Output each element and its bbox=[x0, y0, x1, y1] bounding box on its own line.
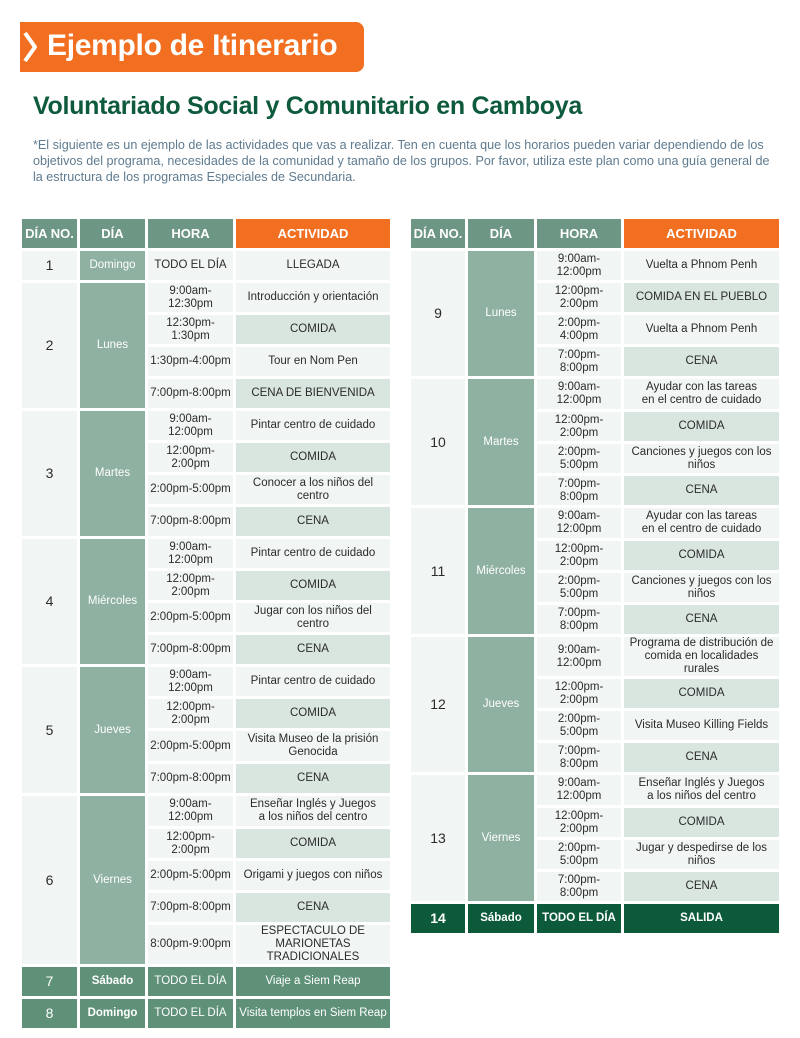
table-row bbox=[22, 315, 390, 344]
actividad-cell: Tour en Nom Pen bbox=[236, 347, 390, 376]
hora-cell: 2:00pm-5:00pm bbox=[537, 444, 621, 473]
hora-cell: 12:30pm-1:30pm bbox=[148, 315, 233, 344]
table-row bbox=[411, 872, 779, 901]
actividad-cell: Viaje a Siem Reap bbox=[236, 967, 390, 996]
actividad-cell: Canciones y juegos con los niños bbox=[624, 573, 779, 602]
day-name-cell: Lunes bbox=[468, 251, 534, 376]
actividad-cell: CENA bbox=[236, 764, 390, 793]
hora-cell: 9:00am-12:00pm bbox=[537, 379, 621, 409]
day-number-cell: 2 bbox=[22, 283, 77, 408]
table-row bbox=[411, 808, 779, 837]
hora-cell: 7:00pm-8:00pm bbox=[537, 872, 621, 901]
day-name-cell: Miércoles bbox=[80, 539, 145, 664]
day-name-cell: Viernes bbox=[468, 775, 534, 901]
actividad-cell: COMIDA bbox=[624, 412, 779, 441]
page-title: Voluntariado Social y Comunitario en Camboya bbox=[33, 92, 582, 120]
table-row bbox=[22, 667, 390, 696]
hora-cell: 2:00pm-5:00pm bbox=[537, 573, 621, 602]
actividad-cell: Programa de distribución de comida en localidades rurales bbox=[624, 637, 779, 676]
hora-cell: 2:00pm-5:00pm bbox=[148, 475, 233, 504]
table-row bbox=[411, 508, 779, 538]
chevron-right-icon bbox=[22, 31, 38, 63]
actividad-cell: Origami y juegos con niños bbox=[236, 861, 390, 890]
hora-cell: 9:00am-12:00pm bbox=[537, 251, 621, 280]
table-row bbox=[22, 699, 390, 728]
hora-cell: 12:00pm-2:00pm bbox=[537, 679, 621, 708]
actividad-cell: CENA bbox=[236, 635, 390, 664]
table-row bbox=[411, 379, 779, 409]
table-row bbox=[22, 796, 390, 826]
actividad-cell: Vuelta a Phnom Penh bbox=[624, 315, 779, 344]
day-name-cell: Viernes bbox=[80, 796, 145, 964]
hora-cell: 12:00pm-2:00pm bbox=[537, 412, 621, 441]
hora-cell: TODO EL DÍA bbox=[148, 967, 233, 996]
actividad-cell: ESPECTACULO DE MARIONETAS TRADICIONALES bbox=[236, 925, 390, 964]
day-number-cell: 7 bbox=[22, 967, 77, 996]
hora-cell: 12:00pm-2:00pm bbox=[148, 699, 233, 728]
itinerary-table-right bbox=[408, 216, 782, 936]
hora-cell: 2:00pm-4:00pm bbox=[537, 315, 621, 344]
hora-cell: TODO EL DÍA bbox=[148, 251, 233, 280]
table-row bbox=[22, 475, 390, 504]
actividad-cell: Visita Museo de la prisión Genocida bbox=[236, 731, 390, 761]
hora-cell: 8:00pm-9:00pm bbox=[148, 925, 233, 964]
actividad-cell: Vuelta a Phnom Penh bbox=[624, 251, 779, 280]
table-row bbox=[411, 412, 779, 441]
table-row bbox=[22, 999, 390, 1028]
day-name-cell: Miércoles bbox=[468, 508, 534, 634]
col-header-dia-no: DÍA NO. bbox=[22, 219, 77, 248]
actividad-cell: CENA DE BIENVENIDA bbox=[236, 379, 390, 408]
day-number-cell: 8 bbox=[22, 999, 77, 1028]
banner-title: Ejemplo de Itinerario bbox=[47, 29, 338, 62]
actividad-cell: CENA bbox=[236, 507, 390, 536]
actividad-cell: Visita templos en Siem Reap bbox=[236, 999, 390, 1028]
table-row bbox=[411, 476, 779, 505]
hora-cell: 12:00pm-2:00pm bbox=[148, 829, 233, 858]
hora-cell: 2:00pm-5:00pm bbox=[148, 731, 233, 761]
col-header-dia: DÍA bbox=[80, 219, 145, 248]
actividad-cell: CENA bbox=[624, 872, 779, 901]
day-name-cell: Sábado bbox=[468, 904, 534, 933]
col-header-actividad: ACTIVIDAD bbox=[624, 219, 779, 248]
actividad-cell: Enseñar Inglés y Juegos a los niños del centro bbox=[624, 775, 779, 805]
hora-cell: 9:00am-12:30pm bbox=[148, 283, 233, 312]
day-number-cell: 1 bbox=[22, 251, 77, 280]
day-number-cell: 5 bbox=[22, 667, 77, 793]
actividad-cell: Introducción y orientación bbox=[236, 283, 390, 312]
actividad-cell: COMIDA bbox=[236, 443, 390, 472]
day-number-cell: 14 bbox=[411, 904, 465, 933]
day-name-cell: Martes bbox=[468, 379, 534, 505]
table-row bbox=[22, 764, 390, 793]
table-row bbox=[411, 840, 779, 869]
actividad-cell: Visita Museo Killing Fields bbox=[624, 711, 779, 740]
table-row bbox=[411, 904, 779, 933]
table-row bbox=[411, 573, 779, 602]
table-row bbox=[22, 411, 390, 440]
actividad-cell: Pintar centro de cuidado bbox=[236, 411, 390, 440]
day-number-cell: 11 bbox=[411, 508, 465, 634]
day-name-cell: Domingo bbox=[80, 251, 145, 280]
table-row bbox=[411, 743, 779, 772]
hora-cell: 12:00pm-2:00pm bbox=[148, 571, 233, 600]
table-row bbox=[22, 539, 390, 568]
day-number-cell: 12 bbox=[411, 637, 465, 772]
day-number-cell: 6 bbox=[22, 796, 77, 964]
hora-cell: 12:00pm-2:00pm bbox=[148, 443, 233, 472]
hora-cell: 12:00pm-2:00pm bbox=[537, 283, 621, 312]
col-header-hora: HORA bbox=[537, 219, 621, 248]
table-row bbox=[22, 347, 390, 376]
hora-cell: 9:00am-12:00pm bbox=[148, 411, 233, 440]
table-row bbox=[411, 711, 779, 740]
actividad-cell: COMIDA EN EL PUEBLO bbox=[624, 283, 779, 312]
actividad-cell: Pintar centro de cuidado bbox=[236, 539, 390, 568]
actividad-cell: CENA bbox=[624, 743, 779, 772]
actividad-cell: COMIDA bbox=[624, 808, 779, 837]
hora-cell: 7:00pm-8:00pm bbox=[537, 605, 621, 634]
table-row bbox=[411, 347, 779, 376]
actividad-cell: Pintar centro de cuidado bbox=[236, 667, 390, 696]
table-row bbox=[22, 507, 390, 536]
hora-cell: 2:00pm-5:00pm bbox=[148, 603, 233, 632]
day-number-cell: 9 bbox=[411, 251, 465, 376]
table-row bbox=[411, 775, 779, 805]
actividad-cell: Jugar con los niños del centro bbox=[236, 603, 390, 632]
table-row bbox=[22, 603, 390, 632]
hora-cell: 7:00pm-8:00pm bbox=[148, 635, 233, 664]
table-row bbox=[22, 829, 390, 858]
actividad-cell: CENA bbox=[624, 476, 779, 505]
hora-cell: 7:00pm-8:00pm bbox=[537, 347, 621, 376]
hora-cell: 9:00am-12:00pm bbox=[537, 637, 621, 676]
table-row bbox=[411, 637, 779, 676]
table-row bbox=[411, 444, 779, 473]
actividad-cell: SALIDA bbox=[624, 904, 779, 933]
intro-paragraph: *El siguiente es un ejemplo de las actividades que vas a realizar. Ten en cuenta que los horarios pueden variar dependiendo de los objetivos del programa, necesidades de la comunidad y tamaño de los grupos. Por favor, utiliza este plan como una guía general de la estructura de los programas Especiales de Secundaria. bbox=[33, 138, 770, 184]
actividad-cell: Ayudar con las tareas en el centro de cuidado bbox=[624, 379, 779, 409]
actividad-cell: COMIDA bbox=[236, 829, 390, 858]
actividad-cell: COMIDA bbox=[624, 541, 779, 570]
hora-cell: 7:00pm-8:00pm bbox=[148, 893, 233, 922]
table-row bbox=[22, 967, 390, 996]
hora-cell: 9:00am-12:00pm bbox=[148, 796, 233, 826]
col-header-actividad: ACTIVIDAD bbox=[236, 219, 390, 248]
hora-cell: 12:00pm-2:00pm bbox=[537, 541, 621, 570]
table-header-row bbox=[22, 219, 390, 248]
actividad-cell: Canciones y juegos con los niños bbox=[624, 444, 779, 473]
day-name-cell: Martes bbox=[80, 411, 145, 536]
table-row bbox=[411, 251, 779, 280]
hora-cell: 2:00pm-5:00pm bbox=[537, 840, 621, 869]
hora-cell: 7:00pm-8:00pm bbox=[148, 507, 233, 536]
actividad-cell: CENA bbox=[624, 605, 779, 634]
actividad-cell: COMIDA bbox=[236, 699, 390, 728]
hora-cell: 2:00pm-5:00pm bbox=[537, 711, 621, 740]
actividad-cell: Ayudar con las tareas en el centro de cuidado bbox=[624, 508, 779, 538]
hora-cell: 9:00am-12:00pm bbox=[148, 539, 233, 568]
table-row bbox=[22, 283, 390, 312]
actividad-cell: Conocer a los niños del centro bbox=[236, 475, 390, 504]
col-header-dia: DÍA bbox=[468, 219, 534, 248]
table-row bbox=[22, 443, 390, 472]
day-name-cell: Jueves bbox=[468, 637, 534, 772]
hora-cell: 9:00am-12:00pm bbox=[537, 508, 621, 538]
actividad-cell: Jugar y despedirse de los niños bbox=[624, 840, 779, 869]
hora-cell: 9:00am-12:00pm bbox=[148, 667, 233, 696]
hora-cell: 9:00am-12:00pm bbox=[537, 775, 621, 805]
day-name-cell: Domingo bbox=[80, 999, 145, 1028]
hora-cell: 7:00pm-8:00pm bbox=[537, 476, 621, 505]
actividad-cell: LLEGADA bbox=[236, 251, 390, 280]
day-number-cell: 3 bbox=[22, 411, 77, 536]
table-row bbox=[22, 251, 390, 280]
hora-cell: 7:00pm-8:00pm bbox=[537, 743, 621, 772]
table-row bbox=[22, 861, 390, 890]
day-name-cell: Lunes bbox=[80, 283, 145, 408]
table-header-row bbox=[411, 219, 779, 248]
day-number-cell: 10 bbox=[411, 379, 465, 505]
table-row bbox=[411, 679, 779, 708]
table-row bbox=[22, 379, 390, 408]
hora-cell: 1:30pm-4:00pm bbox=[148, 347, 233, 376]
day-number-cell: 4 bbox=[22, 539, 77, 664]
actividad-cell: Enseñar Inglés y Juegos a los niños del centro bbox=[236, 796, 390, 826]
itinerary-table-left bbox=[19, 216, 393, 1031]
actividad-cell: CENA bbox=[236, 893, 390, 922]
table-row bbox=[22, 571, 390, 600]
actividad-cell: CENA bbox=[624, 347, 779, 376]
hora-cell: 12:00pm-2:00pm bbox=[537, 808, 621, 837]
hora-cell: 7:00pm-8:00pm bbox=[148, 379, 233, 408]
table-row bbox=[22, 731, 390, 761]
hora-cell: 2:00pm-5:00pm bbox=[148, 861, 233, 890]
actividad-cell: COMIDA bbox=[236, 315, 390, 344]
table-row bbox=[411, 605, 779, 634]
table-row bbox=[22, 635, 390, 664]
day-name-cell: Jueves bbox=[80, 667, 145, 793]
actividad-cell: COMIDA bbox=[624, 679, 779, 708]
table-row bbox=[411, 283, 779, 312]
hora-cell: TODO EL DÍA bbox=[537, 904, 621, 933]
col-header-dia-no: DÍA NO. bbox=[411, 219, 465, 248]
table-row bbox=[411, 541, 779, 570]
table-row bbox=[22, 925, 390, 964]
day-name-cell: Sábado bbox=[80, 967, 145, 996]
table-row bbox=[411, 315, 779, 344]
day-number-cell: 13 bbox=[411, 775, 465, 901]
table-row bbox=[22, 893, 390, 922]
hora-cell: 7:00pm-8:00pm bbox=[148, 764, 233, 793]
hora-cell: TODO EL DÍA bbox=[148, 999, 233, 1028]
col-header-hora: HORA bbox=[148, 219, 233, 248]
actividad-cell: COMIDA bbox=[236, 571, 390, 600]
